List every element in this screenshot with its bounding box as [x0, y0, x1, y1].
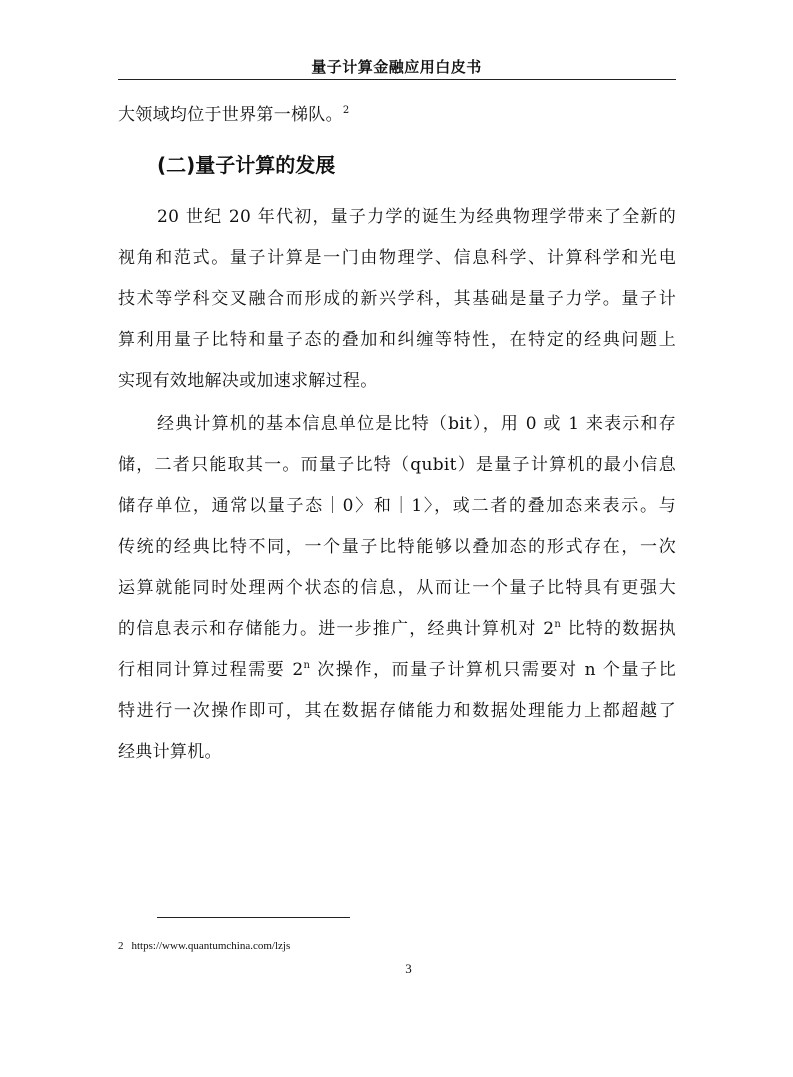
- paragraph-2-line-7-part-a: 行相同计算过程需要 2: [118, 660, 304, 680]
- footnote-link[interactable]: https://www.quantumchina.com/lzjs: [131, 940, 291, 952]
- paragraph-2-line-5: 运算就能同时处理两个状态的信息，从而让一个量子比特具有更强大: [118, 578, 676, 598]
- paragraph-1-line-4: 算利用量子比特和量子态的叠加和纠缠等特性，在特定的经典问题上: [118, 330, 676, 350]
- paragraph-1-line-1: 20 世纪 20 年代初，量子力学的诞生为经典物理学带来了全新的: [157, 207, 676, 227]
- paragraph-2-line-4: 传统的经典比特不同，一个量子比特能够以叠加态的形式存在，一次: [118, 537, 676, 557]
- exponent-n: n: [303, 660, 311, 671]
- paragraph-2-line-6-part-b: 比特的数据执: [561, 619, 677, 639]
- paragraph-2-line-8: 特进行一次操作即可，其在数据存储能力和数据处理能力上都超越了: [118, 701, 676, 721]
- paragraph-2-line-2: 储，二者只能取其一。而量子比特（qubit）是量子计算机的最小信息: [118, 455, 676, 475]
- paragraph-2-line-7: [118, 655, 676, 685]
- carryover-text: 大领域均位于世界第一梯队。: [118, 105, 343, 125]
- paragraph-2-line-3: 储存单位，通常以量子态｜0〉和｜1〉，或二者的叠加态来表示。与: [118, 496, 676, 516]
- header-rule: [118, 79, 676, 80]
- page-number: 3: [405, 961, 412, 976]
- paragraph-2-line-9: 经典计算机。: [118, 742, 222, 762]
- footnote-number: 2: [118, 940, 124, 952]
- exponent-n: n: [554, 619, 562, 630]
- paragraph-2-line-6-part-a: 的信息表示和存储能力。进一步推广，经典计算机对 2: [118, 619, 555, 639]
- section-heading: (二)量子计算的发展: [157, 153, 336, 177]
- running-header-title: 量子计算金融应用白皮书: [311, 58, 482, 76]
- paragraph-1-line-3: 技术等学科交叉融合而形成的新兴学科，其基础是量子力学。量子计: [118, 289, 676, 309]
- paragraph-1-line-5: 实现有效地解决或加速求解过程。: [118, 371, 378, 391]
- footnote: [118, 938, 290, 954]
- paragraph-1-line-2: 视角和范式。量子计算是一门由物理学、信息科学、计算科学和光电: [118, 248, 676, 268]
- paragraph-2-line-7-part-b: 次操作，而量子计算机只需要对 n 个量子比: [310, 660, 676, 680]
- footnote-reference[interactable]: 2: [342, 105, 350, 116]
- carryover-text-line: [118, 100, 676, 130]
- paragraph-2-line-1: 经典计算机的基本信息单位是比特（bit），用 0 或 1 来表示和存: [157, 414, 676, 434]
- footnote-separator: [157, 917, 350, 918]
- paragraph-2-line-6: [118, 614, 676, 644]
